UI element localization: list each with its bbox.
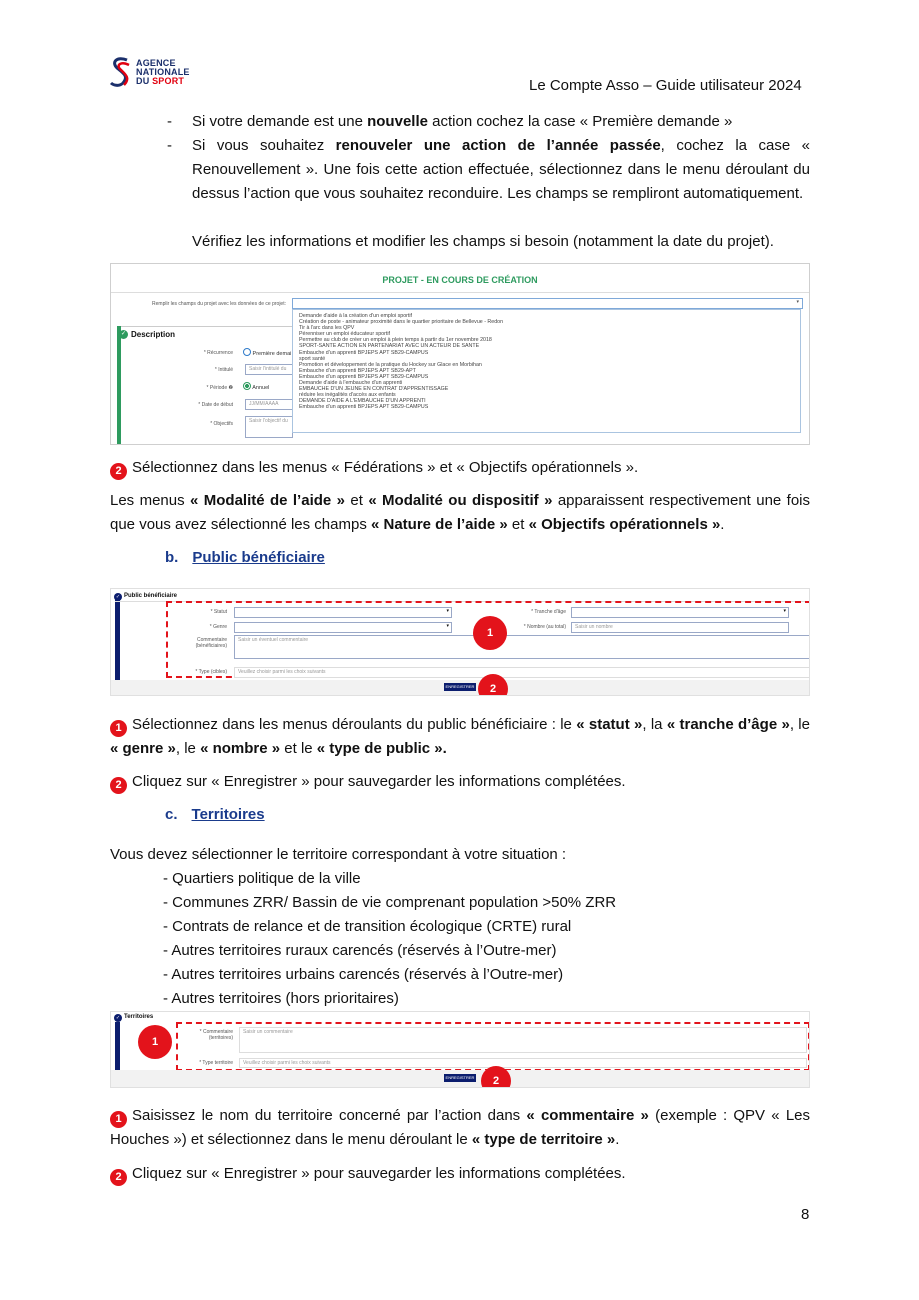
modalite-paragraph: Les menus « Modalité de l’aide » et « Modalité ou dispositif » apparaissent respectivement une fois que vous avez sélectionné les champs « Nature de l’aide » et « Objectifs opérationnels ».	[110, 492, 810, 533]
dropdown-item[interactable]: Embauche d'un apprenti BPJEPS APT SB29-APT	[299, 367, 416, 374]
nombre-label: * Nombre (au total)	[523, 624, 566, 630]
statut-select[interactable]: ▾	[234, 607, 452, 618]
statut-label: * Statut	[210, 609, 227, 615]
commentaire-textarea[interactable]: Saisir un éventuel commentaire	[234, 635, 810, 659]
public-section-heading: Public bénéficiaire	[124, 593, 178, 599]
terr-instruction-1: 1 Saisissez le nom du territoire concerné par l’action dans « commentaire » (exemple : QPV « Les Houches ») et sélectionnez dans le menu déroulant le « type de territoire ».	[110, 1107, 811, 1148]
terr-type-select[interactable]: Veuillez choisir parmi les choix suivants	[239, 1058, 807, 1068]
label-recurrence: * Récurrence	[203, 350, 233, 356]
badge-1: 1	[473, 616, 507, 650]
page-number: 8	[801, 1206, 810, 1223]
dropdown-item[interactable]: Permettre au club de créer un emploi à plein temps à partir du 1er novembre 2018	[299, 337, 492, 344]
nombre-input[interactable]: Saisir un nombre	[571, 622, 789, 633]
public-instruction-1: 1 Sélectionnez dans les menus déroulants du public bénéficiaire : le « statut », la « tranche d’âge », le « genre », le « nombre » et le « type de public ».	[110, 716, 810, 757]
label-intitule: * Intitulé	[214, 367, 233, 373]
territoire-item: - Quartiers politique de la ville	[163, 870, 361, 887]
step-2-badge: 2	[110, 463, 127, 480]
step-1-badge: 1	[110, 1111, 127, 1128]
terr-badge-1: 1	[138, 1025, 172, 1059]
tranche-label: * Tranche d'âge	[531, 609, 566, 615]
terr-badge-2: 2	[481, 1066, 511, 1088]
commentaire-label: Commentaire (bénéficiaires)	[195, 637, 227, 649]
dropdown-item[interactable]: Embauche d'un apprenti BPJEPS APT SB29-CAMPUS	[299, 373, 429, 380]
territoires-sidebar	[115, 1022, 120, 1074]
prefill-label: Remplir les champs du projet avec les données de ce projet:	[152, 301, 286, 307]
periode-radio[interactable]	[243, 382, 269, 391]
public-beneficiaire-screenshot	[110, 588, 810, 696]
dropdown-item[interactable]: sport santé	[299, 355, 326, 362]
recurrence-radio[interactable]	[243, 348, 291, 357]
territoire-item: - Autres territoires ruraux carencés (réservés à l’Outre-mer)	[163, 942, 557, 959]
bullet-renewal: Si vous souhaitez renouveler une action de l’année passée, cochez la case « Renouvellement ». Une fois cette action effectuée, sélectionnez dans le menu déroulant du dessus l’action que vous souhaitez reconduire. Les champs se rempliront automatiquement.	[192, 137, 810, 202]
section-b-heading: b. Public bénéficiaire	[165, 549, 325, 566]
logo	[109, 56, 199, 90]
bullet-verify: Vérifiez les informations et modifier les champs si besoin (notamment la date du projet).	[192, 233, 774, 250]
shot1-title: PROJET - EN COURS DE CRÉATION	[382, 275, 538, 285]
header-title: Le Compte Asso – Guide utilisateur 2024	[529, 77, 802, 94]
enregistrer-button[interactable]: ENREGISTRER	[445, 684, 475, 689]
step2-instruction: 2 Sélectionnez dans les menus « Fédérations » et « Objectifs opérationnels ».	[110, 456, 810, 480]
logo-line-2: NATIONALE	[136, 67, 190, 77]
step-2-badge: 2	[110, 1169, 127, 1186]
recurrence-option: Première demai	[252, 351, 292, 357]
dropdown-item[interactable]: Demande d'aide à l'embauche d'un apprenti	[299, 380, 403, 387]
label-objectifs: * Objectifs	[210, 421, 233, 427]
genre-select[interactable]: ▾	[234, 622, 452, 633]
territoires-list	[163, 867, 616, 1011]
label-periode: * Période ❷	[206, 385, 233, 391]
territoires-intro: Vous devez sélectionner le territoire correspondant à votre situation :	[110, 846, 567, 863]
dropdown-item[interactable]: Promotion et développement de la pratique du Hockey sur Glace en Morbihan	[299, 361, 482, 368]
bullet-dash: -	[167, 137, 172, 154]
territoire-item: - Autres territoires (hors prioritaires)	[163, 990, 399, 1007]
project-creation-screenshot	[110, 263, 810, 445]
description-toggle-icon[interactable]: ✓	[120, 331, 127, 337]
territoire-item: - Autres territoires urbains carencés (réservés à l’Outre-mer)	[163, 966, 564, 983]
dropdown-item[interactable]: réduire les inégalités d'accès aux enfants	[299, 392, 396, 399]
dropdown-item[interactable]: EMBAUCHE D'UN JEUNE EN CONTRAT D'APPRENTISSAGE	[299, 386, 449, 393]
terr-instruction-2: 2 Cliquez sur « Enregistrer » pour sauvegarder les informations complétées.	[110, 1162, 810, 1186]
terr-commentaire-label: * Commentaire (territoires)	[199, 1029, 233, 1041]
date-input[interactable]: JJ/MM/AAAA	[245, 399, 293, 410]
territoires-toggle-icon[interactable]: ✓	[115, 1015, 121, 1021]
projects-dropdown-list[interactable]	[292, 309, 801, 433]
step-2-badge: 2	[110, 777, 127, 794]
step-1-badge: 1	[110, 720, 127, 737]
logo-line-1: AGENCE	[136, 58, 176, 68]
bullet-first-request: Si votre demande est une nouvelle action cochez la case « Première demande »	[192, 113, 733, 130]
public-toggle-icon[interactable]: ✓	[115, 594, 121, 600]
dropdown-item[interactable]: DEMANDE D'AIDE A L'EMBAUCHE D'UN APPRENTI	[299, 398, 426, 405]
dropdown-item[interactable]: Création de poste - animateur proximité dans le quartier prioritaire de Bellevue - Redon	[299, 319, 504, 326]
terr-enregistrer-button[interactable]: ENREGISTRER	[445, 1075, 475, 1080]
genre-label: * Genre	[209, 624, 227, 630]
section-c-heading: c. Territoires	[165, 806, 265, 823]
prefill-select[interactable]: ▾	[292, 298, 803, 309]
dropdown-item[interactable]: Embauche d'un apprenti BPJEPS APT SB29-CAMPUS	[299, 349, 429, 356]
terr-commentaire-textarea[interactable]: Saisir un commentaire	[239, 1027, 807, 1053]
public-instruction-2: 2 Cliquez sur « Enregistrer » pour sauvegarder les informations complétées.	[110, 770, 810, 794]
dropdown-item[interactable]: Tir à l'arc dans les QPV	[299, 325, 355, 332]
periode-option: Annuel	[252, 385, 270, 391]
terr-type-label: * Type territoire	[199, 1060, 233, 1066]
dropdown-item[interactable]: Pérenniser un emploi éducateur sportif	[299, 331, 390, 338]
territoire-item: - Contrats de relance et de transition écologique (CRTE) rural	[163, 918, 572, 935]
dropdown-item[interactable]: Embauche d'un apprenti BPJEPS APT SB29-CAMPUS	[299, 404, 429, 411]
territoires-section-heading: Territoires	[124, 1014, 154, 1020]
type-label: * Type (cibles)	[195, 669, 227, 675]
objectifs-input[interactable]: Saisir l'objectif du	[245, 416, 293, 438]
public-sidebar	[115, 599, 120, 683]
type-select[interactable]: Veuillez choisir parmi les choix suivants	[234, 667, 810, 678]
logo-line-3a: DU	[136, 76, 153, 86]
logo-s-icon	[109, 56, 131, 88]
dropdown-item[interactable]: SPORT-SANTE ACTION EN PARTENARIAT AVEC UN ACTEUR DE SANTE	[299, 343, 480, 350]
intitule-input[interactable]: Saisir l'intitulé du	[245, 364, 293, 375]
bullet-dash: -	[167, 113, 172, 130]
badge-2: 2	[478, 674, 508, 696]
logo-line-3b: SPORT	[152, 76, 185, 86]
label-date: * Date de début	[198, 402, 233, 408]
territoires-screenshot	[110, 1011, 810, 1088]
territoire-item: - Communes ZRR/ Bassin de vie comprenant population >50% ZRR	[163, 894, 617, 911]
description-heading: Description	[131, 330, 176, 339]
tranche-select[interactable]: ▾	[571, 607, 789, 618]
dropdown-item[interactable]: Demande d'aide à la création d'un emploi sportif	[299, 313, 413, 319]
